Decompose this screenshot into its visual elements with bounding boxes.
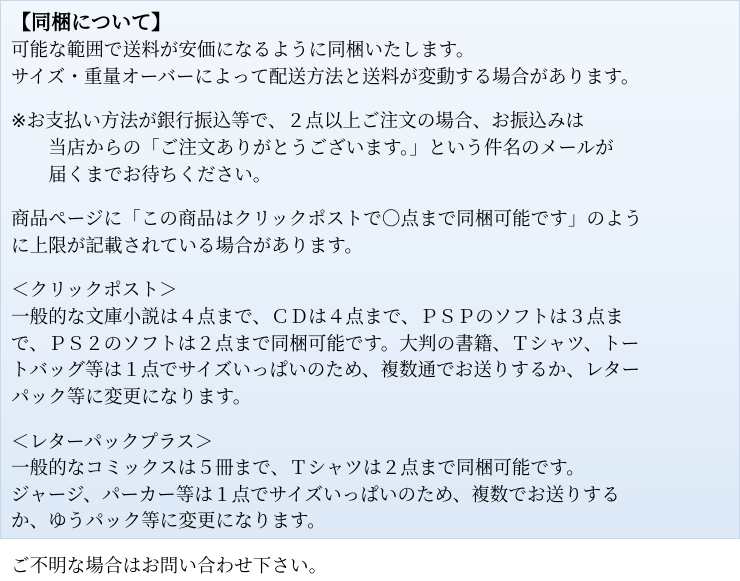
spacer	[11, 189, 729, 207]
section-product-page-note	[11, 207, 729, 260]
section-heading-letter-pack-plus: ＜レターパックプラス＞	[11, 431, 214, 453]
text-line: ※お支払い方法が銀行振込等で、２点以上ご注文の場合、お振込みは	[11, 111, 585, 133]
section-heading-click-post: ＜クリックポスト＞	[11, 280, 178, 302]
text-line: か、ゆうパック等に変更になります。	[11, 511, 326, 533]
text-line: サイズ・重量オーバーによって配送方法と送料が変動する場合があります。	[11, 66, 640, 88]
text-line: トバッグ等は１点でサイズいっぱいのため、複数通でお送りするか、レター	[11, 360, 641, 382]
spacer	[11, 91, 729, 109]
section-letter-pack-plus	[11, 430, 729, 537]
text-line: 可能な範囲で送料が安価になるように同梱いたします。	[11, 40, 475, 61]
text-line: ジャージ、パーカー等は１点でサイズいっぱいのため、複数でお送りする	[11, 484, 620, 506]
document-body	[11, 9, 729, 581]
spacer	[11, 260, 729, 278]
spacer	[11, 412, 729, 430]
text-line: 一般的なコミックスは５冊まで、Ｔシャツは２点まで同梱可能です。	[11, 458, 585, 480]
text-line: 届くまでお待ちください。	[11, 164, 272, 186]
spacer	[11, 536, 729, 554]
section-intro	[11, 38, 729, 91]
section-closing	[11, 554, 729, 581]
page-title: 【同梱について】	[11, 10, 172, 34]
text-line: で、ＰＳ２のソフトは２点まで同梱可能です。大判の書籍、Ｔシャツ、トー	[11, 333, 640, 355]
section-click-post	[11, 278, 729, 411]
text-line: ご不明な場合はお問い合わせ下さい。	[11, 556, 328, 577]
text-line: 一般的な文庫小説は４点まで、ＣＤは４点まで、ＰＳＰのソフトは３点ま	[11, 307, 624, 328]
text-line: 商品ページに「この商品はクリックポストで〇点まで同梱可能です」のよう	[11, 209, 643, 231]
section-payment-note	[11, 109, 729, 189]
text-line: に上限が記載されている場合があります。	[11, 235, 363, 257]
text-line: 当店からの「ご注文ありがとうございます。」という件名のメールが	[11, 137, 614, 159]
text-line: パック等に変更になります。	[11, 386, 252, 408]
